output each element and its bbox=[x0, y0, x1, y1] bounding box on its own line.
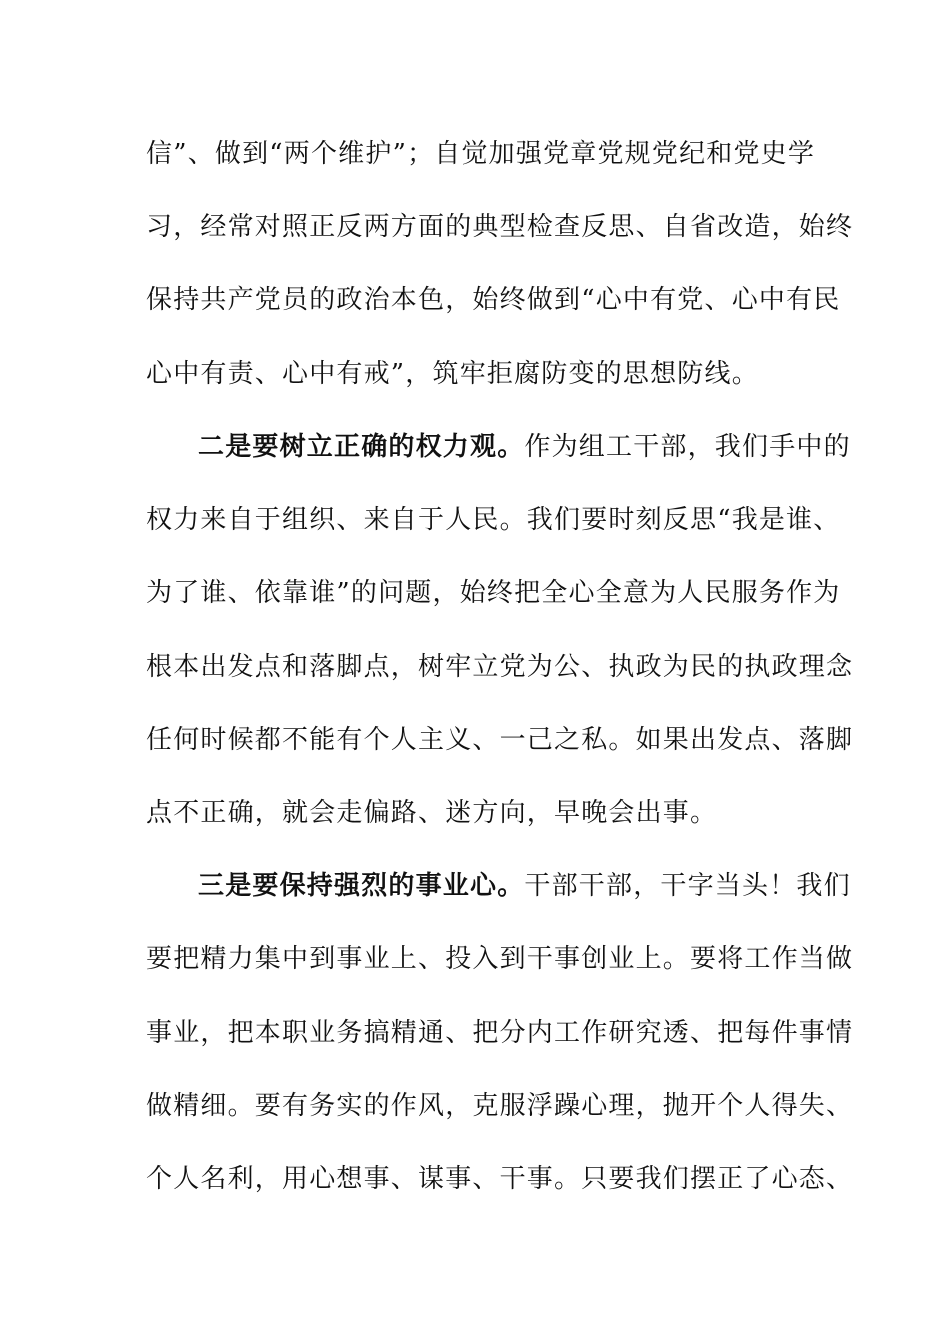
paragraph-2-line-6: 点不正确，就会走偏路、迷方向，早晚会出事。 bbox=[146, 798, 718, 828]
paragraph-1-line-2: 习，经常对照正反两方面的典型检查反思、自省改造，始终 bbox=[146, 212, 854, 242]
paragraph-1-line-3: 保持共产党员的政治本色，始终做到“心中有党、心中有民 bbox=[146, 285, 841, 315]
paragraph-2-first-line-rest: 作为组工干部，我们手中的 bbox=[524, 432, 851, 462]
paragraph-3-line-2: 要把精力集中到事业上、投入到干事创业上。要将工作当做 bbox=[146, 944, 854, 974]
paragraph-3-line-1 bbox=[198, 866, 851, 906]
paragraph-3-lead: 三是要保持强烈的事业心。 bbox=[198, 871, 525, 901]
paragraph-3-line-5: 个人名利，用心想事、谋事、干事。只要我们摆正了心态、 bbox=[146, 1164, 854, 1194]
paragraph-3-line-4: 做精细。要有务实的作风，克服浮躁心理，抛开个人得失、 bbox=[146, 1091, 854, 1121]
paragraph-2-line-5: 任何时候都不能有个人主义、一己之私。如果出发点、落脚 bbox=[146, 725, 854, 755]
paragraph-2-line-3: 为了谁、依靠谁”的问题，始终把全心全意为人民服务作为 bbox=[146, 578, 841, 608]
paragraph-3-line-3: 事业，把本职业务搞精通、把分内工作研究透、把每件事情 bbox=[146, 1018, 854, 1048]
paragraph-2-line-2: 权力来自于组织、来自于人民。我们要时刻反思“我是谁、 bbox=[146, 505, 841, 535]
paragraph-2-line-4: 根本出发点和落脚点，树牢立党为公、执政为民的执政理念 bbox=[146, 652, 854, 682]
paragraph-2-lead: 二是要树立正确的权力观。 bbox=[198, 432, 525, 462]
paragraph-3-first-line-rest: 干部干部，干字当头！我们 bbox=[524, 871, 851, 901]
paragraph-1-line-1: 信”、做到“两个维护”；自觉加强党章党规党纪和党史学 bbox=[146, 139, 816, 169]
paragraph-1-line-4: 心中有责、心中有戒”，筑牢拒腐防变的思想防线。 bbox=[146, 359, 759, 389]
paragraph-2-line-1 bbox=[198, 427, 851, 467]
